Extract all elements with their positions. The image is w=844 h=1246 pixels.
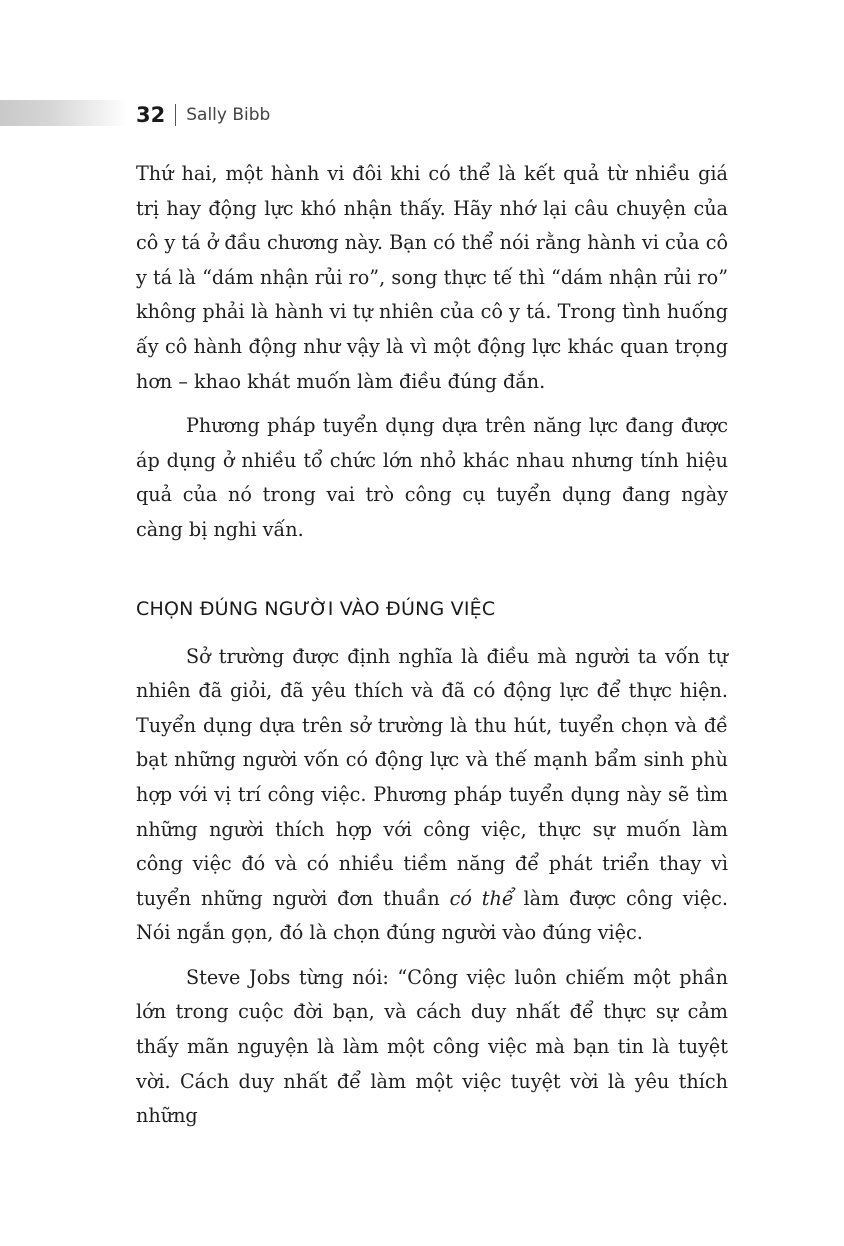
- page-number: 32: [136, 103, 166, 127]
- paragraph-3-text-b: làm được công việc. Nói ngắn gọn, đó là chọn đúng người vào đúng việc.: [136, 886, 728, 945]
- paragraph-2: Phương pháp tuyển dụng dựa trên năng lực đang được áp dụng ở nhiều tổ chức lớn nhỏ khác nhau nhưng tính hiệu quả của nó trong vai trò công cụ tuyển dụng đang ngày càng bị nghi vấn.: [136, 414, 728, 541]
- section-heading: CHỌN ĐÚNG NGƯỜI VÀO ĐÚNG VIỆC: [136, 597, 496, 620]
- header-divider: [175, 104, 176, 126]
- paragraph-3-text-a: Sở trường được định nghĩa là điều mà người ta vốn tự nhiên đã giỏi, đã yêu thích và đã có động lực để thực hiện. Tuyển dụng dựa trên sở trường là thu hút, tuyển chọn và đề bạt những người vốn có động lực và thế mạnh bẩm sinh phù hợp với vị trí công việc. Phương pháp tuyển dụng này sẽ tìm những người thích hợp với công việc, thực sự muốn làm công việc đó và có nhiều tiềm năng để phát triển thay vì tuyển những người đơn thuần: [136, 644, 728, 910]
- paragraph-3: [136, 640, 728, 951]
- paragraph-3-italic: có thể: [449, 886, 514, 910]
- page-header: [136, 100, 270, 130]
- header-gradient-bar: [0, 100, 128, 126]
- page-body: [136, 157, 728, 1134]
- paragraph-1: Thứ hai, một hành vi đôi khi có thể là kết quả từ nhiều giá trị hay động lực khó nhận thấy. Hãy nhớ lại câu chuyện của cô y tá ở đầu chương này. Bạn có thể nói rằng hành vi của cô y tá là “dám nhận rủi ro”, song thực tế thì “dám nhận rủi ro” không phải là hành vi tự nhiên của cô y tá. Trong tình huống ấy cô hành động như vậy là vì một động lực khác quan trọng hơn – khao khát muốn làm điều đúng đắn.: [136, 162, 728, 393]
- paragraph-4: Steve Jobs từng nói: “Công việc luôn chiếm một phần lớn trong cuộc đời bạn, và cách duy nhất để thực sự cảm thấy mãn nguyện là làm một công việc mà bạn tin là tuyệt vời. Cách duy nhất để làm một việc tuyệt vời là yêu thích những: [136, 965, 728, 1128]
- running-head-author: Sally Bibb: [186, 105, 271, 125]
